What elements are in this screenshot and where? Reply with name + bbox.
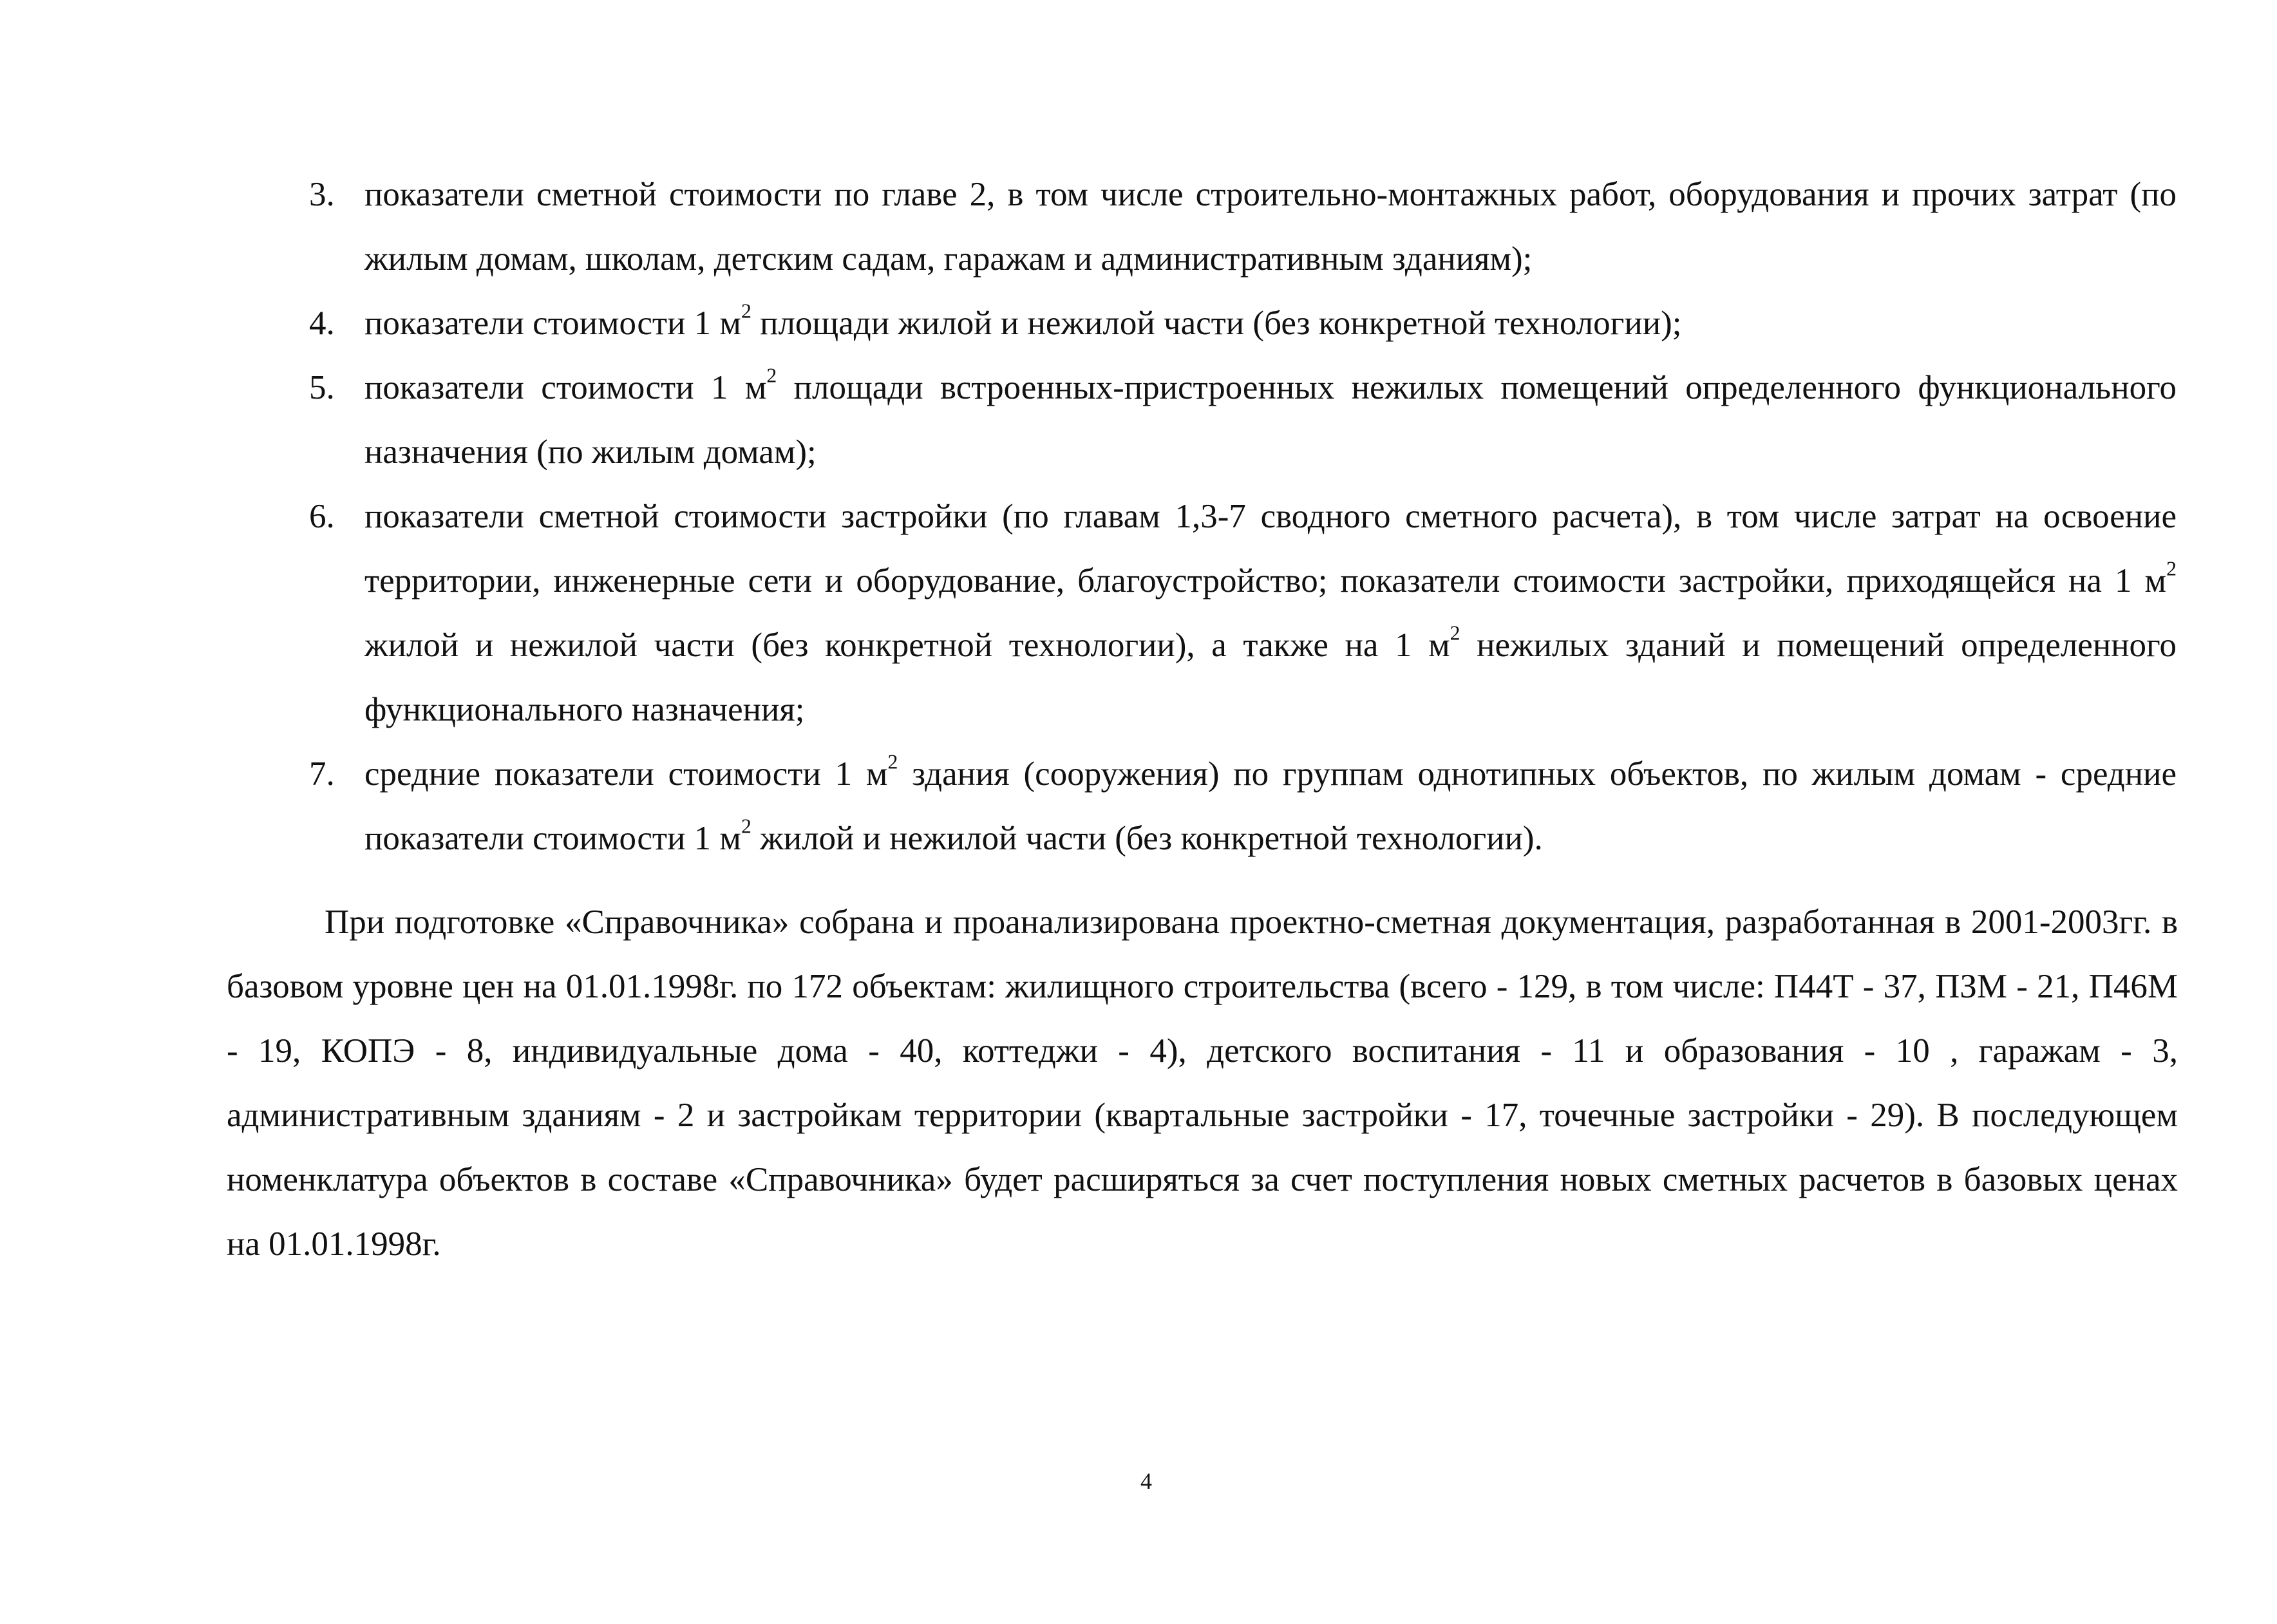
list-item-number: 3. (309, 176, 335, 213)
list-item-text: показатели сметной стоимости по главе 2, в том числе строительно-монтажных работ, оборудования и прочих затрат (по жилым домам, школам, детским садам, гаражам и административным зданиям); (364, 176, 2177, 278)
list-item-text-part: показатели стоимости 1 м (364, 369, 767, 406)
list-item-text-part: средние показатели стоимости 1 м (364, 755, 888, 793)
list-item-text-part: показатели стоимости 1 м (364, 305, 741, 342)
list-item-number: 7. (309, 755, 335, 793)
list-item-text-part: площади жилой и нежилой части (без конкретной технологии); (751, 305, 1682, 342)
list-item-3 (309, 162, 2177, 291)
page-number: 4 (1140, 1468, 1152, 1494)
list-item-number: 6. (309, 498, 335, 535)
list-item-5 (309, 355, 2177, 484)
list-item-7 (309, 742, 2177, 871)
list-item-number: 5. (309, 369, 335, 406)
list-item-text-part: жилой и нежилой части (без конкретной технологии). (751, 820, 1543, 857)
list-item-text-part: площади встроенных-пристроенных нежилых помещений определенного функционального назначения (по жилым домам); (364, 369, 2177, 471)
list-item-6 (309, 484, 2177, 742)
superscript: 2 (1450, 621, 1460, 645)
body-paragraph: При подготовке «Справочника» собрана и проанализирована проектно-сметная документация, разработанная в 2001-2003гг. в базовом уровне цен на 01.01.1998г. по 172 объектам: жилищного строительства (всего - 129, в том числе: П44Т - 37, ПЗМ - 21, П46М - 19, КОПЭ - 8, индивидуальные дома - 40, коттеджи - 4), детского воспитания - 11 и образования - 10 , гаражам - 3, административным зданиям - 2 и застройкам территории (квартальные застройки - 17, точечные застройки - 29). В последующем номенклатура объектов в составе «Справочника» будет расширяться за счет поступления новых сметных расчетов в базовых ценах на 01.01.1998г. (227, 903, 2178, 1263)
superscript: 2 (741, 299, 751, 323)
superscript: 2 (766, 364, 777, 387)
list-item-number: 4. (309, 305, 335, 342)
list-item-text-part: нежилых зданий и помещений определенного функционального назначения; (364, 627, 2177, 728)
list-item-text-part: здания (сооружения) по группам однотипных объектов, по жилым домам - средние показатели стоимости 1 м (364, 755, 2177, 857)
list-item-4 (309, 291, 2177, 355)
list-item-text-part: показатели сметной стоимости застройки (по главам 1,3-7 сводного сметного расчета), в том числе затрат на освоение территории, инженерные сети и оборудование, благоустройство; показатели стоимости застройки, приходящейся на 1 м (364, 498, 2177, 600)
superscript: 2 (2166, 557, 2177, 580)
numbered-list (309, 162, 2177, 871)
list-item-text-part: жилой и нежилой части (без конкретной технологии), а также на 1 м (364, 627, 1450, 664)
superscript: 2 (741, 815, 751, 838)
superscript: 2 (887, 750, 898, 773)
